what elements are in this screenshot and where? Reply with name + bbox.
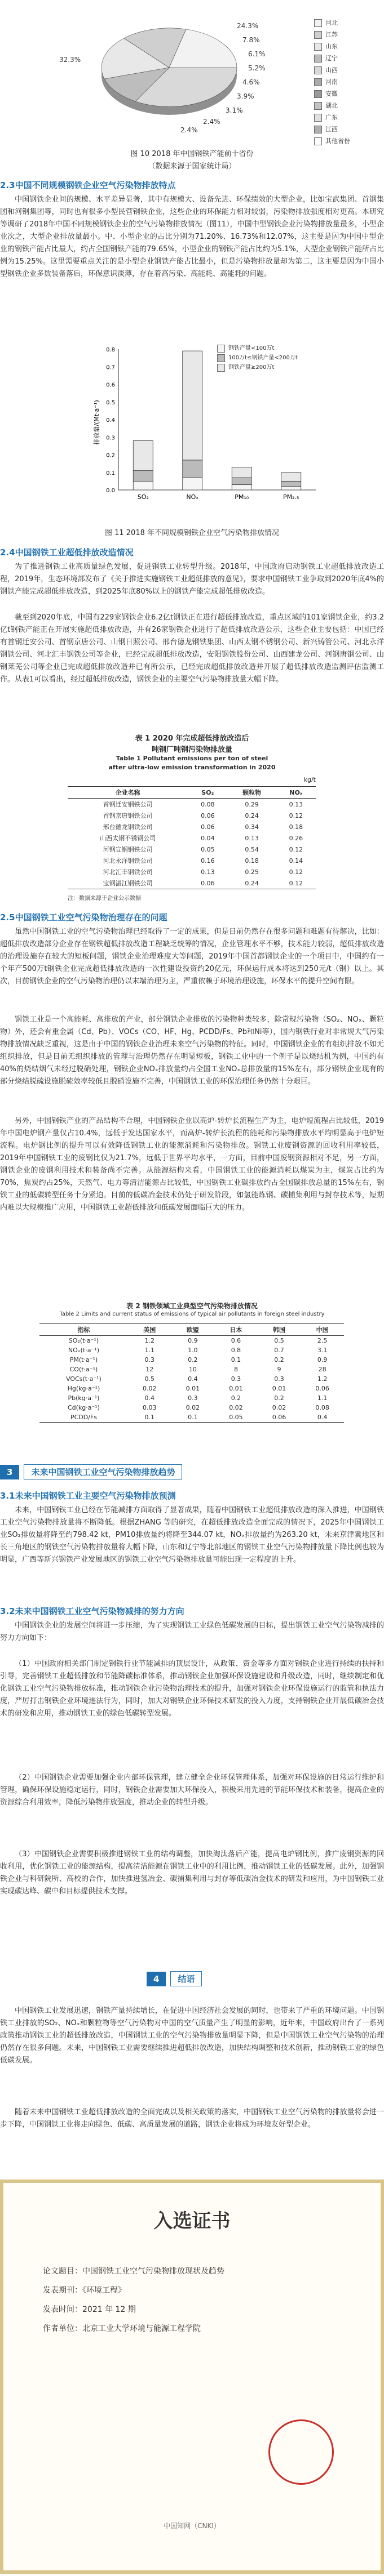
section-3-1-title: 3.1未来中国钢铁工业主要空气污染物排放预测	[0, 1491, 176, 1501]
table-row	[68, 799, 316, 810]
bar	[281, 473, 301, 482]
table-cell: 0.12	[289, 868, 303, 876]
section-3-2-paragraph-1: 中国钢铁企业的发展空间将进一步压缩，为了实现钢铁工业绿色低碳发展的目标，提出钢铁工业空气污染物减排的努力方向如下：	[0, 1621, 384, 1642]
x-tick-label: PM₁₀	[235, 493, 249, 501]
table-cell: 0.8	[231, 1347, 241, 1354]
table-row	[39, 1345, 344, 1355]
y-tick-label: 0.2	[106, 452, 115, 459]
certificate-line: 作者单位：北京工业大学环境与能源工程学院	[43, 2324, 201, 2333]
table-header: 日本	[229, 1326, 242, 1334]
table-cell: 0.18	[289, 823, 303, 831]
table-cell: 0.02	[186, 1404, 200, 1411]
table-row	[39, 1374, 344, 1384]
section-2-3-paragraph: 中国钢铁企业间的规模、水平差异显著，其中有规模大、设备先进、环保绩效的大型企业，比如宝武集团、首钢集团和河钢集团等，同时也有很多小型民营钢铁企业，这些企业的环保能力相对较弱，污染物排放强度相对更高。本研究等调研了2018年中国不同规模钢铁企业的空气污染物排放情况（图11），中国中型钢铁企业污染物排放量最多，小型企业次之，大型企业排放量最小。中、小型企业的占比分别为71.20%、16.73%和12.07%，这主要是因为中国中型企业的钢铁产能占比最大，约占全国钢铁产能的79.65%，小型企业的钢铁产能占比约为5.1%，大型企业钢铁产能所占比例为15.25%。这里需要重点关注的是小型企业钢铁产能占比最小，但是污染物排放量却为第二，这主要是因为中国小型钢铁企业多数装备落后，环保意识淡薄，存在着高污染、高能耗、高能耗的问题。	[0, 195, 384, 278]
bar-chart	[0, 338, 384, 518]
table-cell: PM(t·a⁻¹)	[69, 1356, 98, 1363]
bar	[232, 467, 251, 478]
bar	[133, 441, 153, 471]
figure-10-caption: 图 10 2018 年中国钢铁产能前十省份	[130, 150, 254, 158]
section-3-2-paragraph-3: （2）中国钢铁企业需要加强企业内部环保管理，建立健全企业环保管理体系，加强对环保设施的日常运行维护和管理，确保环保设施稳定运行，同时，钢铁企业需要加大环保投入，积极采用先进的节能环保技术和装备，提高企业的资源综合利用效率，降低污染物排放强度，推动企业的转型升级。	[0, 1773, 384, 1807]
table-cell: 0.06	[201, 823, 215, 831]
y-tick-label: 0.1	[106, 470, 115, 476]
table-cell: SO₂(t·a⁻¹)	[68, 1337, 99, 1344]
table-body	[68, 799, 316, 889]
pie-label-8: 3.1%	[226, 106, 243, 114]
legend-item: 辽宁	[325, 55, 338, 62]
legend-item: 江西	[325, 126, 338, 133]
pie-label-10: 2.4%	[180, 126, 198, 134]
section-2-5-paragraph-3: 另外，中国钢铁产业的产品结构不合理，中国钢铁企业以高炉-转炉长流程生产为主，电炉短流程占比较低，2019年中国电炉钢产量仅占10.4%，远低于发达国家水平，而高炉-转炉长流程的能耗和污染物排放水平均明显高于电炉短流程。电炉钢比例的提升可以有效降低钢铁工业的能源消耗和污染物排放。钢铁工业废钢资源的回收利用率较低，2019年中国钢铁工业的废钢比仅为21.7%，远低于世界平均水平，一方面，目前中国废钢资源相对不足，另一方面，钢铁企业的废钢利用技术和装备尚不完善。从能源结构来看，中国钢铁工业的能源消耗以煤炭为主，煤炭占比约为70%，焦炭约占25%，天然气、电力等清洁能源占比较低，中国钢铁工业碳排放约占全国碳排放总量的15%左右，钢铁工业的低碳转型任务十分紧迫。目前的低碳冶金技术仍处于研发阶段，如氢能炼钢、碳捕集利用与封存技术等，短期内难以大规模推广应用，中国钢铁工业超低排放和低碳发展面临巨大的压力。	[0, 1117, 384, 1212]
table-cell: 0.4	[317, 1414, 328, 1421]
table-cell: 2.5	[317, 1337, 328, 1344]
section-2-4-title: 2.4中国钢铁工业超低排放改造情况	[0, 547, 134, 558]
legend-item: 湖北	[325, 102, 338, 109]
table-cell: Pb(kg·a⁻¹)	[68, 1394, 100, 1402]
table-header: 欧盟	[186, 1326, 199, 1334]
table-cell: 0.9	[188, 1337, 198, 1344]
table-cell: 0.9	[317, 1356, 328, 1363]
y-axis-label: 排放量/(Mt·a⁻¹)	[93, 400, 100, 445]
table-cell: 0.3	[231, 1375, 241, 1383]
section-2-5-title: 2.5中国钢铁工业空气污染物治理存在的问题	[0, 912, 167, 922]
x-tick-label: SO₂	[137, 493, 149, 501]
section-3-2-paragraph-2: （1）中国政府相关部门制定钢铁行业节能减排的顶层设计，从政策、资金等多方面对钢铁企业进行持续的扶持和引导，完善钢铁工业超低排放和节能降碳标准体系，推动钢铁企业加强环保设施建设和升级改造，同时，继续制定和优化钢铁工业空气污染物排放标准，推动钢铁企业污染物治理技术的提升，加强对钢铁企业环保设施运行的监管和执法力度，严厉打击钢铁企业环境违法行为，同时，加大对钢铁企业环保技术研发的投入力度，支持钢铁企业开展低碳冶金技术的研发和应用，推动钢铁工业的绿色低碳转型发展。	[0, 1660, 384, 1718]
table-1-caption-2: 吨钢厂吨钢污染物排放量	[151, 746, 232, 754]
table-header: 指标	[77, 1326, 90, 1334]
table-cell: 1.1	[317, 1394, 328, 1402]
table-row	[68, 844, 316, 855]
figure-11-caption: 图 11 2018 年不同规模钢铁企业空气污染物排放情况	[104, 529, 280, 537]
table-row	[68, 866, 316, 877]
pie-label-4: 6.1%	[248, 50, 266, 58]
table-2-caption: 表 2 钢铁领域工业典型空气污染物排放情况	[126, 1302, 258, 1310]
table-cell: 0.04	[201, 834, 215, 842]
table-cell: 1.2	[317, 1375, 328, 1383]
figure-10-source: （数据来源于国家统计局）	[148, 162, 236, 171]
pie-label-9: 2.4%	[203, 118, 220, 126]
section-4-number: 4	[147, 1972, 166, 1986]
table-cell: 0.02	[142, 1385, 157, 1392]
pie-label-2: 24.3%	[237, 22, 259, 30]
bar-legend-item: 钢铁产量≥200万t	[228, 364, 275, 371]
section-3-title: 未来中国钢铁工业空气污染物排放趋势	[24, 1464, 182, 1479]
y-tick-label: 0.0	[106, 488, 115, 494]
seal-icon	[268, 2419, 334, 2485]
x-tick-label: PM₂.₅	[283, 493, 299, 501]
section-3-2-paragraph-4: （3）中国钢铁企业需要积极推进钢铁工业的结构调整，加快淘汰落后产能，提高电炉钢比例，推广废钢资源的回收利用，优化钢铁工业的能源结构，提高清洁能源在钢铁工业中的利用比例，推动钢铁工业的低碳发展。此外，加强钢铁企业与科研院所、高校的合作，加快推进氢冶金、碳捕集利用与封存等低碳冶金技术的研发和应用，为中国钢铁工业实现碳达峰、碳中和目标提供技术支撑。	[0, 1850, 384, 1896]
table-cell: 0.08	[315, 1404, 329, 1411]
table-row	[68, 832, 316, 844]
y-tick-label: 0.3	[106, 435, 115, 442]
legend-item: 河南	[325, 78, 338, 86]
table-cell: 0.14	[289, 857, 303, 864]
table-cell: 0.05	[201, 845, 215, 853]
table-cell: 0.12	[289, 812, 303, 819]
section-2-4-paragraph-2: 截至到2020年底，中国有229家钢铁企业6.2亿t钢铁正在进行超低排放改造，重点区域的101家钢铁企业，约3.2亿t钢铁产能正在开展实施超低排放改造，并有26家钢铁企业进行了超低排放改造公示，这些企业主要包括：中国已经有首钢迁安公司、首钢京唐公司、山钢日照公司、邢台德龙钢铁集团、山西太钢不锈钢公司、新兴铸管公司、河北永洋钢铁公司、河北汇丰钢铁公司等企业，已经完成超低排放改造，安阳钢铁股份公司、山西建龙公司、河钢唐钢公司、山钢莱芜公司等企业已完成超低排放改造并已有所公示，已经完成超低排放改造并开展了超低排放改造监测评估监测工作。从表1可以看出，经过超低排放改造，钢铁企业的主要空气污染物排放量大幅下降。	[0, 613, 384, 684]
y-tick-label: 0.5	[106, 399, 115, 406]
table-cell: NOₓ(t·a⁻¹)	[68, 1347, 100, 1354]
certificate-title: 入选证书	[153, 2210, 231, 2232]
certificate	[0, 2180, 384, 2574]
table-cell: 河钢宣钢钢铁公司	[103, 846, 153, 853]
bar	[232, 485, 251, 490]
pie-legend	[314, 17, 350, 147]
table-header-row	[39, 1324, 344, 1336]
table-cell: 0.7	[274, 1347, 284, 1354]
table-cell: 0.1	[188, 1414, 198, 1421]
table-cell: 0.24	[245, 812, 259, 819]
bar	[281, 481, 301, 486]
table-row	[39, 1412, 344, 1423]
section-3-number: 3	[0, 1465, 19, 1479]
table-header: 中国	[316, 1326, 329, 1334]
table-cell: 0.25	[245, 868, 259, 876]
table-row	[39, 1403, 344, 1412]
table-cell: 0.06	[315, 1385, 329, 1392]
section-3-2-title: 3.2未来中国钢铁工业空气污染物减排的努力方向	[0, 1606, 184, 1616]
table-cell: 0.13	[201, 868, 215, 876]
table-cell: 0.3	[144, 1356, 155, 1363]
table-cell: 0.01	[229, 1385, 243, 1392]
table-header-row	[68, 787, 316, 799]
x-tick-label: NOₓ	[186, 493, 199, 501]
table-cell: 12	[145, 1366, 154, 1373]
pie-label-3: 7.8%	[242, 36, 260, 44]
table-cell: 0.2	[231, 1394, 241, 1402]
table-cell: 0.34	[245, 823, 259, 831]
table-cell: 1.2	[144, 1337, 155, 1344]
table-body	[39, 1336, 344, 1423]
bar	[232, 478, 251, 485]
table-row	[68, 855, 316, 866]
table-cell: 0.1	[144, 1414, 155, 1421]
table-cell: 0.02	[272, 1404, 286, 1411]
bar	[133, 481, 153, 490]
table-cell: 0.6	[231, 1337, 241, 1344]
table-cell: Cd(kg·a⁻¹)	[67, 1404, 100, 1411]
table-header: 企业名称	[115, 789, 140, 796]
table-cell: CO(t·a⁻¹)	[69, 1366, 98, 1373]
table-cell: 首钢京唐钢铁公司	[103, 812, 153, 819]
bar-legend-item: 钢铁产量<100万t	[228, 345, 275, 351]
table-cell: 0.01	[272, 1385, 286, 1392]
table-cell: 0.06	[201, 812, 215, 819]
certificate-content	[43, 2262, 224, 2338]
table-row	[39, 1355, 344, 1365]
bar-legend	[217, 344, 298, 372]
table-cell: Hg(kg·a⁻¹)	[67, 1385, 100, 1392]
table-cell: 28	[318, 1366, 326, 1373]
table-1-caption-en: Table 1 Pollutant emissions per ton of steel	[116, 755, 268, 762]
table-row	[39, 1384, 344, 1393]
table-row	[39, 1393, 344, 1403]
table-cell: 0.3	[274, 1375, 284, 1383]
table-row	[39, 1365, 344, 1374]
table-cell: 1.0	[188, 1347, 198, 1354]
table-cell: 0.5	[274, 1337, 284, 1344]
pie-label-7: 3.9%	[237, 92, 254, 100]
table-header: SO₂	[201, 788, 214, 796]
table-cell: 0.2	[274, 1394, 284, 1402]
bar	[183, 460, 202, 478]
table-cell: 河北永洋钢铁公司	[103, 857, 153, 864]
table-header: 韩国	[273, 1326, 286, 1334]
bar-legend-item: 100万t≤钢铁产量<200万t	[228, 355, 298, 361]
table-row	[68, 877, 316, 889]
figure-11	[0, 338, 384, 524]
table-cell: 0.13	[245, 834, 259, 842]
table-cell: 首钢迁安钢铁公司	[103, 801, 153, 808]
table-cell: 0.54	[245, 845, 259, 853]
table-cell: 0.3	[188, 1394, 198, 1402]
table-cell: 邢台德龙钢铁公司	[103, 823, 153, 831]
table-cell: 0.2	[274, 1356, 284, 1363]
table-cell: 0.03	[142, 1404, 157, 1411]
table-cell: 0.4	[144, 1394, 155, 1402]
table-cell: 山西太钢不锈钢公司	[100, 835, 156, 842]
table-cell: 0.01	[186, 1385, 200, 1392]
table-cell: VOCs(t·a⁻¹)	[66, 1375, 101, 1383]
table-cell: 0.26	[289, 834, 303, 842]
certificate-line: 论文题目：中国钢铁工业空气污染物排放现状及趋势	[43, 2267, 224, 2276]
table-cell: 0.12	[289, 879, 303, 887]
table-1-caption: 表 1 2020 年完成超低排放改造后	[135, 734, 249, 743]
legend-item: 安徽	[325, 90, 338, 97]
table-1-caption-en-2: after ultra-low emission transformation in 2020	[108, 764, 276, 771]
table-cell: 0.06	[201, 879, 215, 887]
table-1	[68, 786, 316, 889]
legend-item: 其他省份	[325, 137, 350, 145]
bar	[281, 487, 301, 490]
pie-label-1: 32.3%	[59, 56, 81, 64]
section-4-banner	[147, 1971, 202, 1986]
legend-item: 广东	[325, 114, 338, 121]
y-tick-label: 0.6	[106, 382, 115, 389]
table-cell: 1.1	[144, 1347, 155, 1354]
table-header: 颗粒物	[242, 789, 262, 796]
table-row	[39, 1336, 344, 1346]
pie-label-5: 5.2%	[248, 64, 266, 72]
section-4-paragraph-1: 中国钢铁工业发展迅速，钢铁产量持续增长，在促进中国经济社会发展的同时，也带来了严重的环境问题。中国钢铁工业排放的SO₂、NOₓ和颗粒物等空气污染物对中国的空气质量产生了明显的影响，近年来，中国政府出台了一系列政策推动钢铁工业的超低排放改造，中国钢铁工业的空气污染物排放量明显下降，但是中国钢铁工业空气污染物的治理仍然存在很多问题。未来，中国钢铁工业需要继续推进超低排放改造，加快结构调整和技术创新，推动钢铁工业的绿色低碳发展。	[0, 2007, 384, 2065]
section-2-3-title: 2.3中国不同规模钢铁企业空气污染物排放特点	[0, 180, 176, 190]
section-3-banner	[0, 1464, 182, 1479]
table-1-note: 注：数据来源于企业公示数据	[68, 895, 141, 902]
section-4-paragraph-2: 随着未来中国钢铁工业超低排放改造的全面完成以及相关政策的落实，中国钢铁工业空气污染物的排放量将会进一步下降，中国钢铁工业将走向绿色、低碳、高质量发展的道路，钢铁企业将成为环境友好型企业。	[0, 2108, 384, 2129]
table-cell: 河北汇丰钢铁公司	[103, 868, 153, 876]
table-cell: 0.05	[229, 1414, 243, 1421]
table-cell: 0.12	[289, 845, 303, 853]
bar	[183, 478, 202, 490]
certificate-footer: 中国知网（CNKI）	[164, 2522, 220, 2530]
legend-item: 江苏	[325, 31, 338, 38]
table-cell: 3.1	[317, 1347, 328, 1354]
table-cell: 0.2	[188, 1356, 198, 1363]
y-tick-label: 0.7	[106, 364, 115, 371]
bar	[183, 351, 202, 460]
table-cell: 0.13	[289, 800, 303, 808]
certificate-line: 发表期刊：《环境工程》	[43, 2286, 126, 2295]
table-row	[68, 810, 316, 821]
y-tick-label: 0.8	[106, 347, 115, 353]
table-2-caption-en: Table 2 Limits and current status of emissions of typical air pollutants in foreign steel industry	[59, 1311, 325, 1317]
table-cell: PCDD/Fs	[70, 1414, 97, 1421]
table-cell: 9	[277, 1366, 281, 1373]
section-3-1-paragraph: 未来，中国钢铁工业已经在节能减排方面取得了显著成果，随着中国钢铁工业超低排放改造的深入推进，中国钢铁工业空气污染物排放量将不断降低。根据ZHANG 等的研究，在超低排放改造全面完成的情况下，2025年中国钢铁工业SO₂排放量将降至约798.42 kt，PM10排放量约将降至344.07 kt，NOₓ排放量约为263.20 kt，未来京津冀地区和长三角地区的钢铁空气污染物排放量将大幅下降，山东和辽宁等北部地区的钢铁工业空气污染物排放量下降比例也较为明显，广西等新兴钢铁产业发展地区的钢铁工业空气污染物排放量可能出现一定程度的上升。	[0, 1506, 384, 1564]
legend-item: 河北	[325, 19, 338, 26]
section-2-4-paragraph-1: 为了推进钢铁工业高质量绿色发展，促进钢铁工业转型升级。2018年，中国政府启动钢铁工业超低排放改造工程，2019年，生态环境部发布了《关于推进实施钢铁工业超低排放的意见》，要求中国钢铁工业争取到2020年底4%的钢铁产能完成超低排放改造，到2025年底80%以上的钢铁产能完成超低排放改造。	[0, 563, 384, 596]
table-2	[39, 1323, 344, 1423]
table-header: NOₓ	[289, 788, 303, 796]
table-cell: 0.24	[245, 879, 259, 887]
figure-10	[0, 0, 384, 169]
table-1-unit: kg/t	[303, 776, 316, 783]
table-cell: 0.4	[188, 1375, 198, 1383]
bar	[133, 471, 153, 482]
y-tick-label: 0.4	[106, 417, 115, 424]
certificate-line: 发表时间：2021 年 12 期	[43, 2305, 136, 2314]
section-2-5-paragraph-1: 虽然中国钢铁工业的空气污染物治理已经取得了一定的成果，但是目前仍然存在很多问题和难题有待解决，比如：超低排放改造部分企业存在钢铁超低排放改造工程缺乏统筹的情况，企业管理水平不够，技术能力较弱，超低排放改造的治理设施存在较大的短板问题，钢铁企业治理难度大等问题，2019年中国首都钢铁企业的一个项目中，中国约有一个年产500万t钢铁企业完成超低排放改造的一次性建设投资约20亿元，环保运行成本将达到250元/t（钢）以上。其次，目前钢铁企业的空气污染物治理仍以末端治理为主，严重依赖于环境治理设施，环保水平的提升空间有限。	[0, 928, 384, 986]
section-2-5-paragraph-2: 钢铁工业是一个高能耗、高排放的产业，部分钢铁企业排放的污染物种类较多，除常规污染物（SO₂、NOₓ、颗粒物）外，还会有重金属（Cd、Pb）、VOCs（CO、HF、Hg、PCDD/Fs、Pb和Ni等），国内钢铁行业对非常规大气污染物排放情况缺乏重视，这是由于中国的钢铁企业治理未来空气污染物的特征。同时，中国钢铁企业的有组织排放不如无组织排放，但是目前无组织排放的管理与治理仍然存在明显短板，钢铁工业中的一个例子是以烧结机为例，中国约有40%的烧结烟气未经过脱硝处理，钢铁企业NOₓ排放量约占全国工业NOₓ总排放量的15%左右，部分钢铁企业现有的部分烧结脱硫设施脱硫效率较低且脱硝设施不完善，中国钢铁工业的环保治理任务仍然十分艰巨。	[0, 1015, 384, 1086]
legend-item: 山东	[325, 43, 338, 50]
pie-label-6: 4.6%	[242, 78, 260, 86]
table-row	[68, 821, 316, 832]
table-cell: 0.06	[272, 1414, 286, 1421]
legend-item: 山西	[325, 66, 338, 74]
table-cell: 宝钢湛江钢铁公司	[103, 880, 153, 887]
table-header: 美国	[143, 1326, 156, 1334]
table-cell: 0.08	[201, 800, 215, 808]
table-cell: 0.16	[201, 857, 215, 864]
table-cell: 0.1	[231, 1356, 241, 1363]
table-cell: 0.29	[245, 800, 259, 808]
table-cell: 0.02	[229, 1404, 243, 1411]
table-cell: 8	[233, 1366, 238, 1373]
table-cell: 10	[188, 1366, 197, 1373]
section-4-title: 结语	[170, 1971, 202, 1986]
table-cell: 0.18	[245, 857, 259, 864]
table-cell: 0.5	[144, 1375, 155, 1383]
